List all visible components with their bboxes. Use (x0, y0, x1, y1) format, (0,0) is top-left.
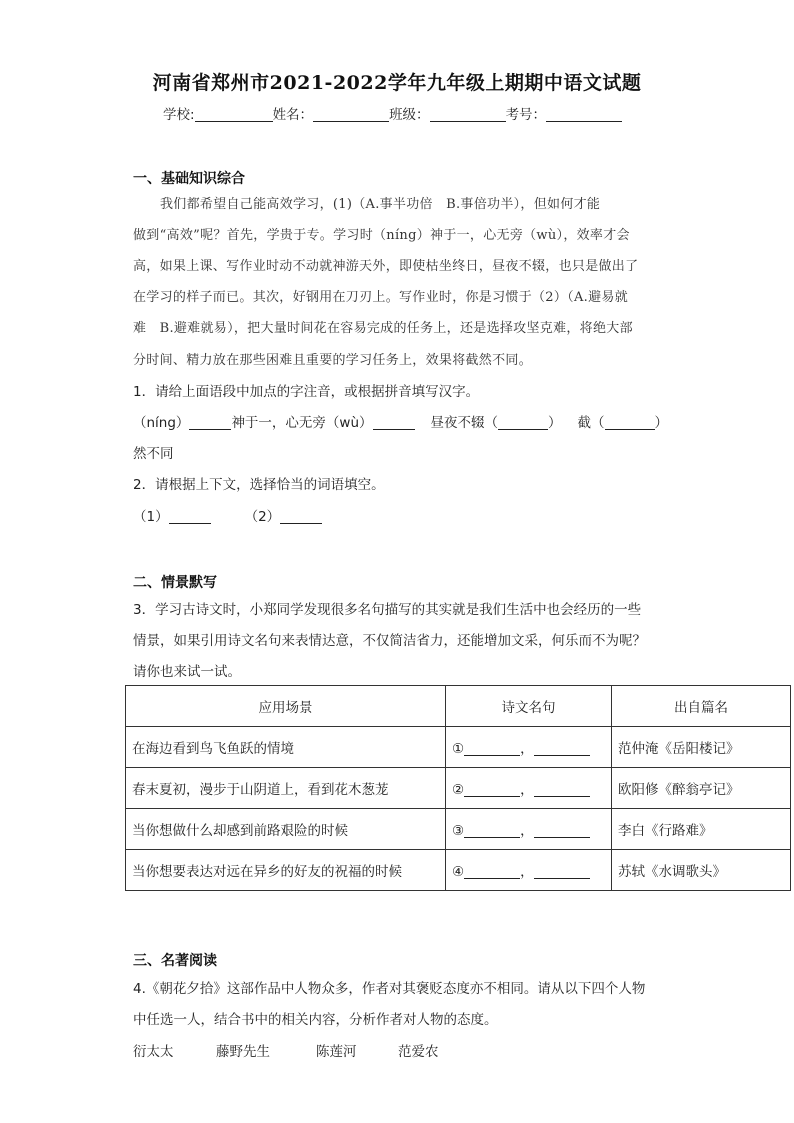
person-option: 衍太太 (133, 1044, 174, 1060)
question-1-prompt: 1．请给上面语段中加点的字注音，或根据拼音填写汉字。 (133, 384, 480, 400)
row-quote (446, 768, 612, 809)
q1-item-chuo: 昼夜不辍（ (430, 415, 499, 431)
q2-blank-2[interactable] (280, 509, 322, 524)
q1-blank-1[interactable] (189, 415, 231, 430)
section-3-heading: 三、名著阅读 (133, 953, 217, 969)
quote-blank-2[interactable] (534, 823, 590, 838)
row-comma: ， (520, 864, 534, 880)
student-info-line (163, 103, 622, 123)
table-row (126, 809, 791, 850)
row-scene: 当你想做什么却感到前路艰险的时候 (126, 809, 446, 850)
quote-blank-1[interactable] (464, 741, 520, 756)
paragraph-line: 做到“高效”呢？首先，学贵于专。学习时（níng）神于一，心无旁（wù），效率才会 (133, 228, 630, 243)
question-4-line: 4.《朝花夕拾》这部作品中人物众多，作者对其褒贬态度亦不相同。请从以下四个人物 (133, 981, 646, 997)
row-source: 李白《行路难》 (612, 809, 791, 850)
row-comma: ， (520, 741, 534, 757)
q1-blank-3[interactable] (498, 415, 548, 430)
row-comma: ， (520, 823, 534, 839)
question-4-line: 中任选一人，结合书中的相关内容，分析作者对人物的态度。 (133, 1012, 498, 1028)
row-quote (446, 809, 612, 850)
header-source: 出自篇名 (612, 686, 791, 727)
question-1-items (133, 411, 668, 431)
table-header-row (126, 686, 791, 727)
paragraph-line: 我们都希望自己能高效学习，(1)（A.事半功倍 B.事倍功半），但如何才能 (160, 197, 601, 212)
row-number: ① (452, 741, 465, 757)
q1-item-close: ） (548, 415, 562, 431)
paragraph-line: 分时间、精力放在那些困难且重要的学习任务上，效果将截然不同。 (133, 353, 533, 368)
question-2-items (133, 505, 322, 525)
question-3-line: 情景，如果引用诗文名句来表情达意，不仅简洁省力，还能增加文采，何乐而不为呢？ (133, 633, 646, 649)
header-scene: 应用场景 (126, 686, 446, 727)
person-option: 陈莲河 (316, 1044, 357, 1060)
school-blank[interactable] (195, 107, 273, 122)
quote-blank-2[interactable] (534, 741, 590, 756)
row-source: 欧阳修《醉翁亭记》 (612, 768, 791, 809)
quote-blank-2[interactable] (534, 864, 590, 879)
exam-no-blank[interactable] (546, 107, 622, 122)
row-comma: ， (520, 782, 534, 798)
row-number: ④ (452, 864, 465, 880)
section-1-heading: 一、基础知识综合 (133, 171, 245, 187)
row-quote (446, 850, 612, 891)
row-number: ② (452, 782, 465, 798)
q1-item-close-2: ） (654, 415, 669, 431)
person-option: 藤野先生 (216, 1044, 270, 1060)
table-row (126, 768, 791, 809)
name-label: 姓名： (272, 107, 314, 123)
paragraph-line: 高，如果上课、写作业时动不动就神游天外，即使枯坐终日，昼夜不辍，也只是做出了 (133, 259, 639, 274)
section-2-heading: 二、情景默写 (133, 575, 217, 591)
row-quote (446, 727, 612, 768)
question-3-line: 3．学习古诗文时，小郑同学发现很多名句描写的其实就是我们生活中也会经历的一些 (133, 602, 642, 618)
quote-blank-2[interactable] (534, 782, 590, 797)
person-option: 范爱农 (398, 1044, 439, 1060)
row-source: 苏轼《水调歌头》 (612, 850, 791, 891)
school-label: 学校: (163, 107, 195, 123)
header-quote: 诗文名句 (446, 686, 612, 727)
q1-item-jie: 截（ (577, 415, 605, 431)
class-label: 班级： (389, 107, 430, 123)
paragraph-line: 难 B.避难就易），把大量时间花在容易完成的任务上，还是选择攻坚克难，将绝大部 (133, 321, 633, 336)
question-1-wrap: 然不同 (133, 446, 174, 462)
row-scene: 当你想要表达对远在异乡的好友的祝福的时候 (126, 850, 446, 891)
quote-blank-1[interactable] (464, 864, 520, 879)
q1-blank-4[interactable] (605, 415, 655, 430)
q1-item-wu: 神于一，心无旁（wù） (231, 415, 373, 431)
page-title: 河南省郑州市2021-2022学年九年级上期期中语文试题 (152, 72, 642, 94)
poetry-table (125, 685, 791, 891)
q1-item-ning: （níng） (133, 415, 190, 431)
table-row (126, 727, 791, 768)
quote-blank-1[interactable] (464, 782, 520, 797)
row-scene: 在海边看到鸟飞鱼跃的情境 (126, 727, 446, 768)
paragraph-line: 在学习的样子而已。其次，好钢用在刀刃上。写作业时，你是习惯于（2）（A.避易就 (133, 290, 628, 305)
exam-no-label: 考号： (505, 107, 547, 123)
q1-blank-2[interactable] (373, 415, 415, 430)
question-3-line: 请你也来试一试。 (133, 664, 241, 680)
name-blank[interactable] (313, 107, 389, 122)
row-scene: 春末夏初，漫步于山阴道上，看到花木葱茏 (126, 768, 446, 809)
q2-blank-1[interactable] (169, 509, 211, 524)
row-source: 范仲淹《岳阳楼记》 (612, 727, 791, 768)
question-2-prompt: 2．请根据上下文，选择恰当的词语填空。 (133, 477, 385, 493)
class-blank[interactable] (430, 107, 506, 122)
row-number: ③ (452, 823, 465, 839)
quote-blank-1[interactable] (464, 823, 520, 838)
table-row (126, 850, 791, 891)
q2-label-2: （2） (244, 509, 281, 525)
q2-label-1: （1） (133, 509, 169, 525)
